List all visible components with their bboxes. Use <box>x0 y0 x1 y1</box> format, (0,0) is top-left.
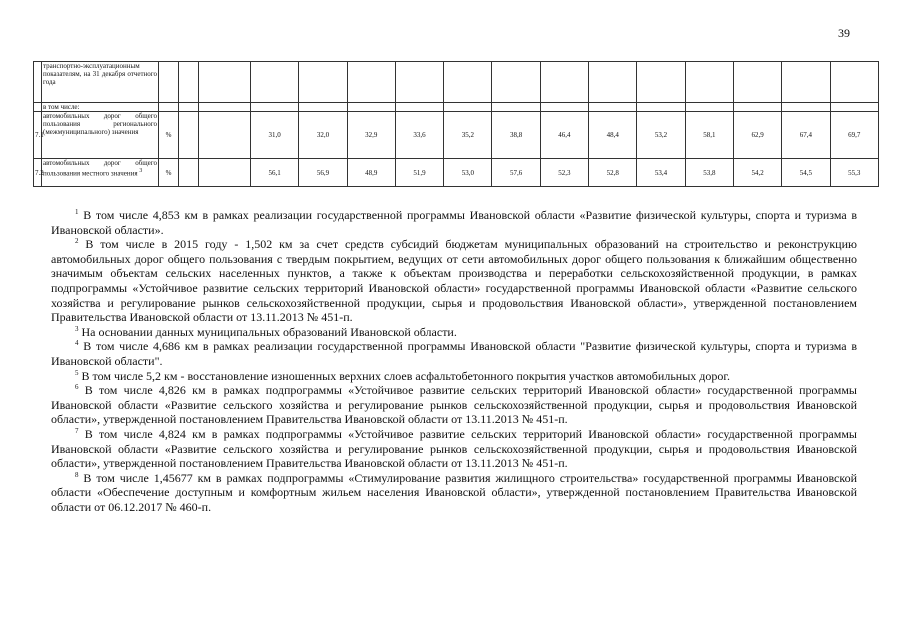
table-cell: 55,3 <box>830 159 878 187</box>
footnote-text: В том числе в 2015 году - 1,502 км за счет средств субсидий бюджетам муниципальных образований на строительство и реконструкцию автомобильных дорог общего пользования с твердым покрытием, ведущих от сети автомобильных дорог общего пользования к ближайшим общественно значимым объектам сельских населенных пунктов, а также к объектам производства и переработки сельскохозяйственной продукции, в рамках подпрограммы «Устойчивое развитие сельских территорий Ивановской области» государственной программы Ивановской области «Развитие сельского хозяйства и регулирование рынков сельскохозяйственной продукции, сырья и продовольствия Ивановской области», утвержденной постановлением Правительства Ивановской области от 13.11.2013 № 451-п. <box>51 237 857 325</box>
footnote-text: В том числе 4,824 км в рамках подпрограммы «Устойчивое развитие сельских территорий Ивановской области» государственной программы Ивановской области «Развитие сельского хозяйства и регулирование рынков сельскохозяйственной продукции, сырья и продовольствия Ивановской области», утвержденной постановлением Правительства Ивановской области от 13.11.2013 № 451-п. <box>51 426 857 471</box>
table-cell: 56,1 <box>251 159 299 187</box>
row-label: транспортно-эксплуатационным показателям, на 31 декабря отчетного года <box>42 62 159 103</box>
table-cell: 52,8 <box>589 159 637 187</box>
table-row <box>34 62 879 103</box>
row-unit: % <box>159 159 179 187</box>
table-row <box>34 159 879 187</box>
footnote-3 <box>51 325 857 340</box>
footnote-mark: 3 <box>75 324 79 333</box>
row-label-text: автомобильных дорог общего пользования местного значения <box>43 159 157 178</box>
row-label: в том числе: <box>42 103 159 112</box>
row-number: 7.2 <box>34 159 42 187</box>
footnotes <box>51 208 857 514</box>
footnote-6 <box>51 383 857 427</box>
footnote-text: В том числе 5,2 км - восстановление изношенных верхних слоев асфальтобетонного покрытия участков автомобильных дорог. <box>81 368 730 383</box>
table-cell: 35,2 <box>444 112 492 159</box>
footnote-text: В том числе 4,686 км в рамках реализации государственной программы Ивановской области "Развитие физической культуры, спорта и туризма в Ивановской области". <box>51 339 858 368</box>
footnote-mark: 1 <box>75 208 79 216</box>
table-cell: 46,4 <box>540 112 588 159</box>
table-cell: 54,5 <box>782 159 830 187</box>
table-cell: 56,9 <box>299 159 347 187</box>
table-cell: 51,9 <box>395 159 443 187</box>
table-cell: 31,0 <box>251 112 299 159</box>
table-cell: 53,4 <box>637 159 685 187</box>
footnote-mark: 7 <box>75 426 79 435</box>
row-label <box>42 159 159 187</box>
footnote-mark: 4 <box>75 339 79 348</box>
table-cell: 67,4 <box>782 112 830 159</box>
table-cell: 69,7 <box>830 112 878 159</box>
table-cell: 58,1 <box>685 112 733 159</box>
footnote-text: В том числе 4,826 км в рамках подпрограммы «Устойчивое развитие сельских территорий Ивановской области» государственной программы Ивановской области «Развитие сельского хозяйства и регулирование рынков сельскохозяйственной продукции, сырья и продовольствия Ивановской области», утвержденной постановлением Правительства Ивановской области от 13.11.2013 № 451-п. <box>51 383 857 427</box>
table-cell: 48,9 <box>347 159 395 187</box>
table-row <box>34 103 879 112</box>
footnote-mark: 8 <box>75 470 79 479</box>
table-cell: 62,9 <box>733 112 781 159</box>
footnote-mark: 3 <box>139 168 143 174</box>
table-cell: 52,3 <box>540 159 588 187</box>
indicators-table <box>33 61 879 187</box>
table-cell: 32,9 <box>347 112 395 159</box>
table-row <box>34 112 879 159</box>
table-cell: 54,2 <box>733 159 781 187</box>
row-label: автомобильных дорог общего пользования регионального (межмуниципального) значения <box>42 112 159 159</box>
row-number: 7.1 <box>34 112 42 159</box>
table-cell: 57,6 <box>492 159 540 187</box>
footnote-2 <box>51 237 857 325</box>
table-cell: 32,0 <box>299 112 347 159</box>
table-cell: 33,6 <box>395 112 443 159</box>
table-cell: 48,4 <box>589 112 637 159</box>
footnote-text: На основании данных муниципальных образований Ивановской области. <box>81 324 457 339</box>
row-unit: % <box>159 112 179 159</box>
footnote-4 <box>51 339 857 368</box>
footnote-text: В том числе 1,45677 км в рамках подпрограммы «Стимулирование развития жилищного строительства» государственной программы Ивановской области «Обеспечение доступным и комфортным жильем населения Ивановской области», утвержденной постановлением Правительства Ивановской области от 06.12.2017 № 460-п. <box>51 470 858 514</box>
table-cell: 53,2 <box>637 112 685 159</box>
page-number: 39 <box>838 26 850 40</box>
table-cell: 53,0 <box>444 159 492 187</box>
table-cell: 53,8 <box>685 159 733 187</box>
footnote-8 <box>51 471 857 515</box>
footnote-text: В том числе 4,853 км в рамках реализации государственной программы Ивановской области «Развитие физической культуры, спорта и туризма в Ивановской области». <box>51 208 858 237</box>
footnote-mark: 5 <box>75 368 79 377</box>
footnote-7 <box>51 427 857 471</box>
footnote-mark: 2 <box>75 237 79 246</box>
footnote-5 <box>51 369 857 384</box>
footnote-1 <box>51 208 857 237</box>
table-cell: 38,8 <box>492 112 540 159</box>
footnote-mark: 6 <box>75 383 79 392</box>
